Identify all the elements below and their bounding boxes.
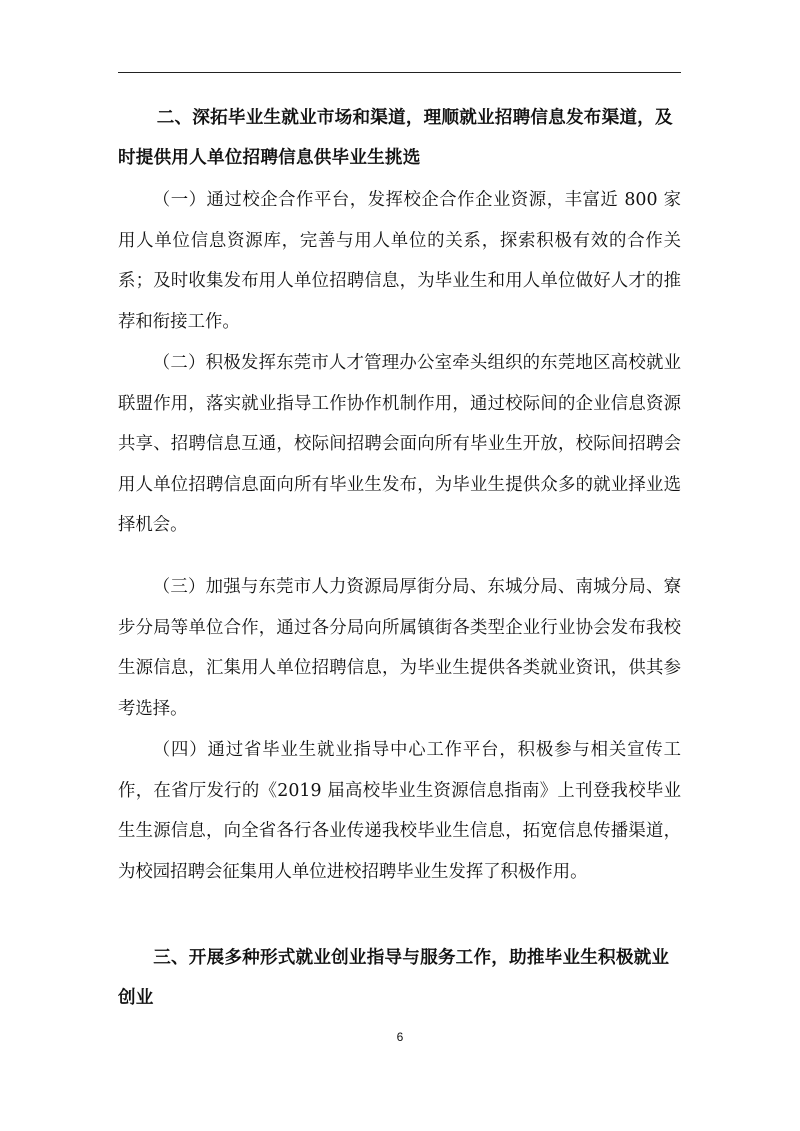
paragraph-1: （一）通过校企合作平台，发挥校企合作企业资源，丰富近 800 家用人单位信息资源库，完善与用人单位的关系，探索积极有效的合作关系；及时收集发布用人单位招聘信息，为毕业生和用人单位做好人才的推荐和衔接工作。	[118, 190, 681, 332]
section-heading-3: 三、开展多种形式就业创业指导与服务工作，助推毕业生积极就业创业	[118, 948, 670, 1008]
header-rule	[118, 72, 681, 73]
section-heading-2: 二、深拓毕业生就业市场和渠道，理顺就业招聘信息发布渠道，及时提供用人单位招聘信息供毕业生挑选	[118, 108, 673, 168]
paragraph-4: （四）通过省毕业生就业指导中心工作平台，积极参与相关宣传工作，在省厅发行的《2019 届高校毕业生资源信息指南》上刊登我校毕业生生源信息，向全省各行各业传递我校毕业生信息，拓宽信息传播渠道，为校园招聘会征集用人单位进校招聘毕业生发挥了积极作用。	[118, 740, 681, 882]
paragraph-2: （二）积极发挥东莞市人才管理办公室牵头组织的东莞地区高校就业联盟作用，落实就业指导工作协作机制作用，通过校际间的企业信息资源共享、招聘信息互通，校际间招聘会面向所有毕业生开放，校际间招聘会用人单位招聘信息面向所有毕业生发布，为毕业生提供众多的就业择业选择机会。	[118, 353, 681, 536]
paragraph-3: （三）加强与东莞市人力资源局厚街分局、东城分局、南城分局、寮步分局等单位合作，通过各分局向所属镇街各类型企业行业协会发布我校生源信息，汇集用人单位招聘信息，为毕业生提供各类就业资讯，供其参考选择。	[118, 577, 681, 719]
page-number: 6	[396, 1030, 404, 1044]
